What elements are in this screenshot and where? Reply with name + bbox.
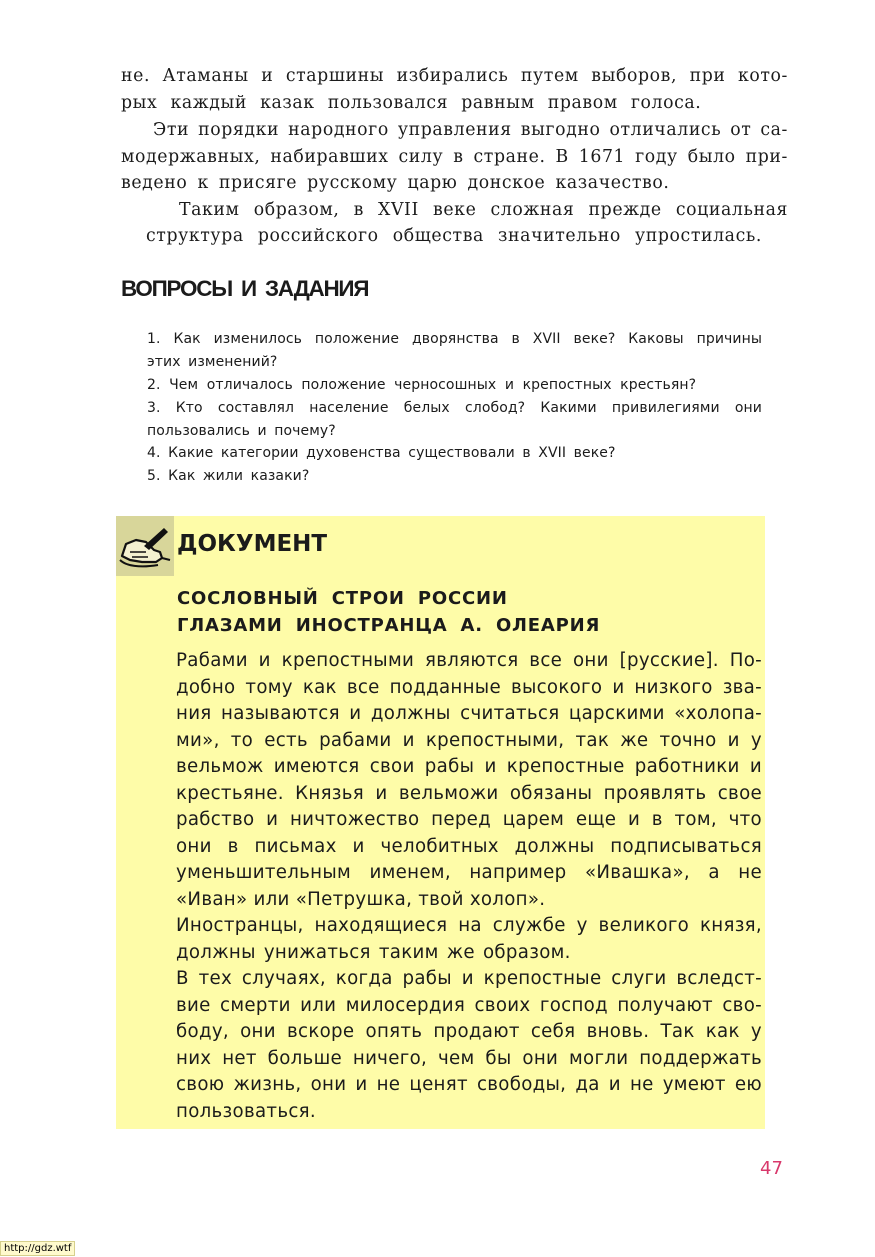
document-line: них нет больше ничего, чем бы они могли поддержать — [176, 1047, 762, 1069]
question-item: 2. Чем отличалось положение черносошных и крепостных крестьян? — [147, 377, 697, 393]
document-line: уменьшительным именем, например «Ивашка», а не — [176, 862, 762, 883]
document-line: крестьяне. Князья и вельможи обязаны проявлять свое — [176, 782, 762, 804]
document-line: ния называются и должны считаться царскими «холопа- — [176, 703, 762, 724]
writing-hand-icon — [116, 516, 174, 576]
document-line: вие смерти или милосердия своих господ получают сво- — [176, 994, 762, 1016]
document-line: Рабами и крепостными являются все они [русские]. По- — [176, 650, 762, 671]
question-item: пользовались и почему? — [147, 423, 336, 439]
document-line: боду, они вскоре опять продают себя вновь. Так как у — [176, 1021, 762, 1042]
question-item: 5. Как жили казаки? — [147, 468, 310, 484]
document-line: свою жизнь, они и не ценят свободы, да и не умеют ею — [176, 1074, 762, 1095]
text-line: модержавных, набиравших силу в стране. В 1671 году было при- — [121, 147, 788, 167]
document-line: добно тому как все подданные высокого и низкого зва- — [176, 676, 762, 698]
text-line: структура российского общества значительно упростилась. — [146, 226, 762, 246]
text-line: рых каждый казак пользовался равным правом голоса. — [121, 93, 702, 113]
document-subtitle: СОСЛОВНЫЙ СТРОИ РОССИИ — [177, 588, 508, 609]
document-line: ми», то есть рабами и крепостными, так же точно и у — [176, 729, 762, 751]
question-item: 3. Кто составлял население белых слобод? Какими привилегиями они — [147, 400, 762, 416]
text-line: Таким образом, в XVII веке сложная прежде социальная — [179, 200, 788, 220]
text-line: не. Атаманы и старшины избирались путем выборов, при кото- — [121, 66, 788, 86]
document-line: пользоваться. — [176, 1100, 316, 1122]
page-number: 47 — [760, 1158, 783, 1179]
watermark-link[interactable]: http://gdz.wtf — [0, 1241, 75, 1256]
document-line: Иностранцы, находящиеся на службе у великого князя, — [176, 915, 762, 936]
document-heading: ДОКУМЕНТ — [177, 531, 328, 557]
document-line: «Иван» или «Петрушка, твой холоп». — [176, 888, 546, 910]
questions-title: ВОПРОСЫ И ЗАДАНИЯ — [121, 276, 369, 301]
document-line: они в письмах и челобитных должны подписываться — [176, 835, 762, 857]
question-item: этих изменений? — [147, 354, 278, 370]
question-item: 1. Как изменилось положение дворянства в XVII веке? Каковы причины — [147, 331, 762, 347]
text-line: ведено к присяге русскому царю донское казачество. — [121, 173, 670, 193]
document-line: должны унижаться таким же образом. — [176, 941, 571, 963]
document-line: рабство и ничтожество перед царем еще и в том, что — [176, 809, 762, 830]
question-item: 4. Какие категории духовенства существовали в XVII веке? — [147, 445, 616, 461]
document-subtitle: ГЛАЗАМИ ИНОСТРАНЦА А. ОЛЕАРИЯ — [177, 615, 601, 636]
text-line: Эти порядки народного управления выгодно отличались от са- — [153, 120, 788, 140]
document-line: вельмож имеются свои рабы и крепостные работники и — [176, 756, 762, 777]
document-line: В тех случаях, когда рабы и крепостные слуги вследст- — [176, 968, 762, 989]
